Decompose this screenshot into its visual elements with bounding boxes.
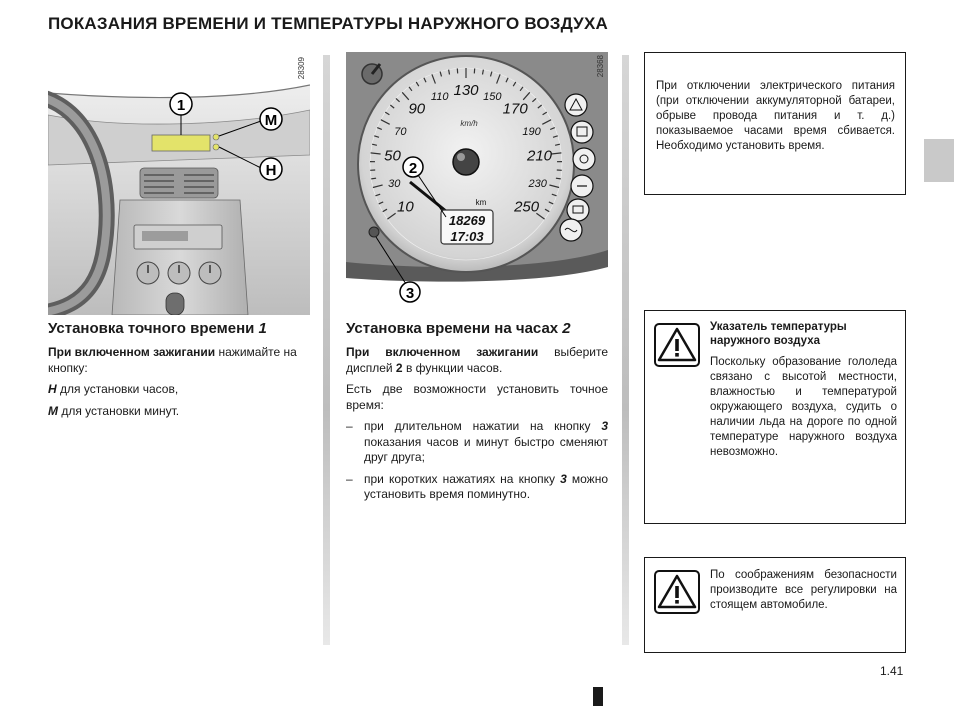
section1-body: При включенном зажигании нажимайте на кнопку: H для установки часов, M для установки минут. (48, 345, 297, 418)
speed-label: 10 (397, 198, 414, 216)
speed-tick (371, 178, 376, 179)
svg-text:km: km (475, 198, 487, 207)
svg-text:M: M (264, 112, 278, 129)
warning-icon (654, 570, 700, 614)
clock: 17:03 (450, 229, 484, 244)
print-mark (593, 687, 603, 706)
odometer: 18269 (448, 213, 486, 228)
warning-icon (654, 323, 700, 367)
figure-code-2: 28368 (596, 55, 605, 78)
speed-label: 150 (483, 90, 502, 103)
speedometer-illustration (346, 52, 608, 310)
needle-hub (453, 149, 479, 175)
speed-label: 130 (453, 82, 479, 99)
page-number: 1.41 (880, 664, 904, 678)
speed-label: 70 (394, 125, 407, 138)
speed-label: 230 (528, 178, 547, 191)
page-title: ПОКАЗАНИЯ ВРЕМЕНИ И ТЕМПЕРАТУРЫ НАРУЖНОГО ВОЗДУХА (48, 14, 608, 33)
warning-box-temperature (644, 310, 906, 524)
warning-text: По соображениям безопасности производите все регулировки на стоящем автомобиле. (710, 569, 897, 611)
svg-text:H: H (265, 162, 277, 179)
warning-box-safety (644, 557, 906, 653)
list-item: – при коротких нажатиях на кнопку 3 можно установить время поминутно. (346, 471, 609, 501)
warning-text: Поскольку образование гололеда связано с высотой местности, влажностью и температурой окружающего воздуха, судить о наличии льда на дороге по одной температуре наружного воздуха невозможно. (710, 356, 897, 458)
column-divider (622, 55, 629, 645)
section2-heading: Установка времени на часах 2 (346, 320, 571, 337)
speed-label: 90 (408, 100, 426, 118)
side-tab (924, 139, 954, 182)
unit-label: km/h (460, 119, 478, 128)
speed-tick (556, 178, 561, 179)
speed-label: 190 (522, 125, 541, 138)
dashboard-illustration (48, 55, 310, 315)
info-box: При отключении электрического питания (при отключении аккумуляторной батареи, обрыве провода питания и т. д.) показываемое часами время сбивается. Необходимо установить время. (644, 52, 906, 195)
speedometer-figure (346, 52, 608, 310)
warning-title: Указатель температуры наружного воздуха (710, 321, 847, 347)
speed-label: 250 (514, 198, 540, 216)
dashboard-figure (48, 55, 310, 315)
svg-text:3: 3 (405, 285, 415, 302)
button-3 (369, 227, 379, 237)
speed-label: 30 (388, 178, 401, 191)
svg-text:2: 2 (408, 160, 418, 177)
section1-heading: Установка точного времени 1 (48, 320, 267, 337)
column-divider (323, 55, 330, 645)
list-item: – при длительном нажатии на кнопку 3 показания часов и минут быстро сменяют друг друга; (346, 419, 608, 464)
speed-label: 210 (526, 147, 553, 165)
speed-label: 50 (384, 147, 401, 165)
speed-label: 110 (430, 90, 449, 103)
svg-text:1: 1 (176, 97, 186, 114)
speed-label: 170 (502, 100, 528, 118)
figure-code-1: 28309 (297, 57, 306, 80)
section2-body: При включенном зажигании выберите дисплей 2 в функции часов. Есть две возможности установить точное время: – при длительном нажатии на кнопку 3 показания часов и минут быстро сменяют друг друга; – при коротких нажатиях на кнопку 3 можно установить время поминутно. (346, 345, 609, 501)
